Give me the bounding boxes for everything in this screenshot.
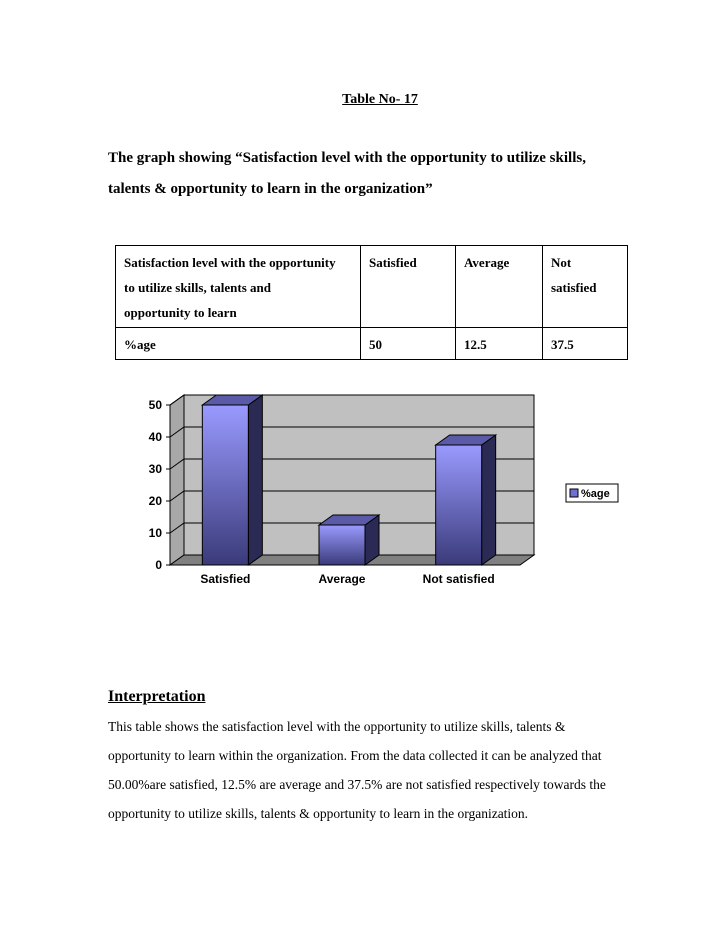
bar-side [482,435,496,565]
y-tick-label: 40 [148,430,162,444]
x-tick-label: Satisfied [200,572,251,586]
x-tick-label: Not satisfied [422,572,495,586]
interpretation-text [108,712,668,828]
value-cell-satisfied: 50 [361,328,456,360]
x-tick-label: Average [318,572,366,586]
bar [202,405,248,565]
value-cell-not-satisfied: 37.5 [543,328,628,360]
interpretation-title: Interpretation [108,688,206,705]
chart-side-wall [170,395,184,565]
header-label-line: Satisfaction level with the opportunity [124,255,336,270]
bar [319,525,365,565]
row-label-cell: %age [116,328,361,360]
y-tick-label: 30 [148,462,162,476]
bar [436,445,482,565]
column-header-not-satisfied: Not satisfied [543,246,628,328]
heading-line: The graph showing “Satisfaction level with the opportunity to utilize skills, [108,150,586,166]
interpretation-line: opportunity to utilize skills, talents & opportunity to learn in the organization. [108,806,529,821]
y-tick-label: 0 [155,558,162,572]
y-tick-label: 20 [148,494,162,508]
interpretation-line: This table shows the satisfaction level with the opportunity to utilize skills, talents & [108,719,566,734]
heading-line: talents & opportunity to learn in the organization” [108,181,433,197]
table-title: Table No- 17 [342,92,418,107]
y-tick-label: 10 [148,526,162,540]
column-header-satisfied: Satisfied [361,246,456,328]
bar-side [248,395,262,565]
y-tick-label: 50 [148,398,162,412]
legend-swatch [570,489,578,497]
legend-label: %age [581,488,610,500]
header-label-line: opportunity to learn [124,305,237,320]
interpretation-line: 50.00%are satisfied, 12.5% are average and 37.5% are not satisfied respectively towards the [108,777,606,792]
interpretation-line: opportunity to learn within the organization. From the data collected it can be analyzed that [108,748,602,763]
value-cell-average: 12.5 [456,328,543,360]
column-header-average: Average [456,246,543,328]
header-label-line: to utilize skills, talents and [124,280,271,295]
